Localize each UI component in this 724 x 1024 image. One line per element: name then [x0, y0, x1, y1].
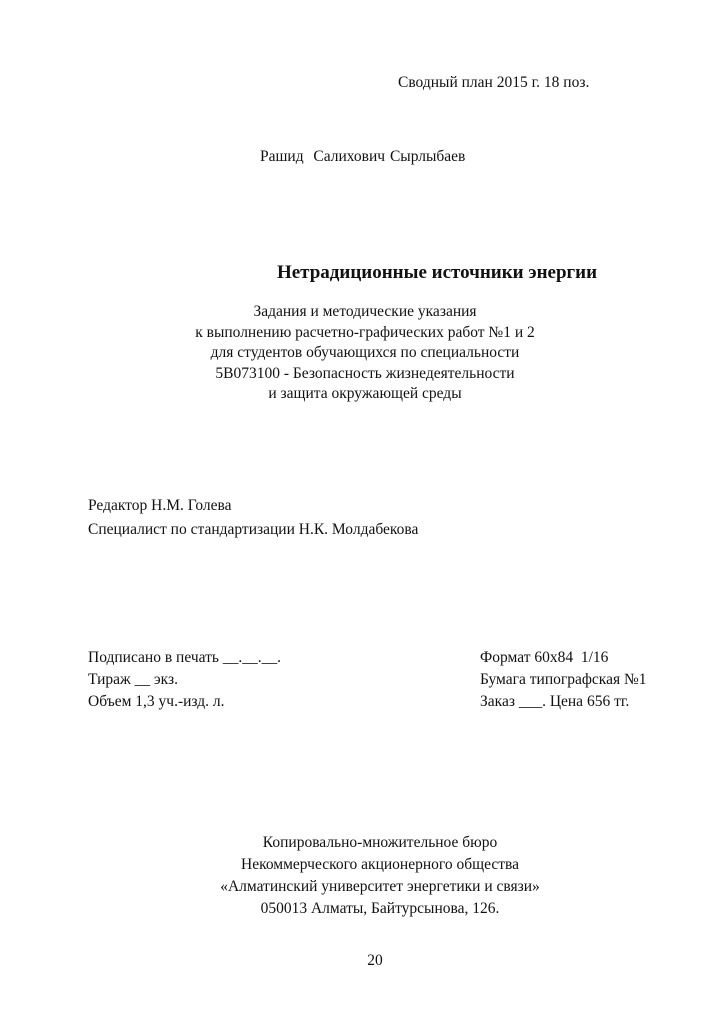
volume-line: Объем 1,3 уч.-изд. л.	[88, 693, 225, 710]
circulation-line: Тираж __ экз.	[88, 671, 178, 688]
author-name: Рашид Салихович Сырлыбаев	[260, 148, 466, 165]
format-line: Формат 60х84 1/16	[480, 649, 609, 666]
subtitle-block	[150, 302, 580, 405]
document-title: Нетрадиционные источники энергии	[276, 262, 598, 283]
printer-address: 050013 Алматы, Байтурсынова, 126.	[260, 900, 500, 917]
paper-line: Бумага типографская №1	[480, 671, 647, 688]
signed-to-print-line: Подписано в печать __.__.__.	[88, 649, 281, 666]
page-number: 20	[367, 952, 383, 969]
subtitle-line: для студентов обучающихся по специальности	[210, 344, 520, 361]
subtitle-line: Задания и методические указания	[253, 303, 477, 320]
subtitle-line: и защита окружающей среды	[268, 385, 462, 402]
publication-info-left	[88, 647, 281, 713]
printer-line: «Алматинский университет энергетики и связи»	[220, 878, 540, 895]
editors-block	[88, 494, 418, 542]
order-price-line: Заказ ___. Цена 656 тг.	[480, 693, 630, 710]
subtitle-line: к выполнению расчетно-графических работ №1 и 2	[195, 323, 535, 341]
publication-info-right	[480, 647, 647, 713]
printer-line: Копировально-множительное бюро	[262, 834, 498, 851]
subtitle-line: 5В073100 - Безопасность жизнедеятельности	[215, 364, 515, 382]
printer-line: Некоммерческого акционерного общества	[241, 856, 519, 873]
editor-line: Редактор Н.М. Голева	[88, 497, 232, 514]
plan-line: Сводный план 2015 г. 18 поз.	[398, 74, 590, 91]
printer-block	[120, 832, 640, 920]
standardization-specialist-line: Специалист по стандартизации Н.К. Молдабекова	[88, 521, 419, 538]
